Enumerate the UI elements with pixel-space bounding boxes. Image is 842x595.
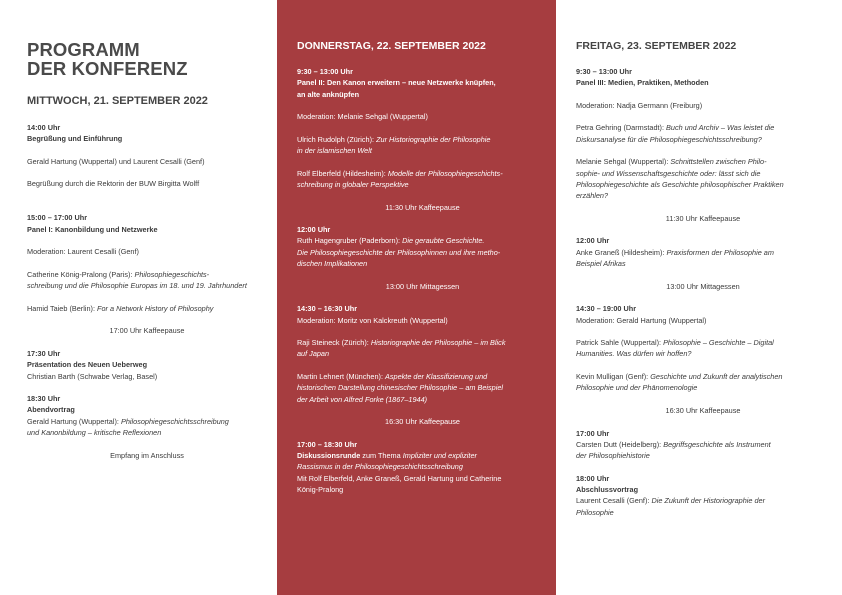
day-heading: MITTWOCH, 21. SEPTEMBER 2022 — [27, 95, 208, 107]
lunch-break: 13:00 Uhr Mittagessen — [385, 281, 460, 291]
reception: Empfang im Anschluss — [110, 450, 184, 460]
coffee-break: 11:30 Uhr Kaffeepause — [665, 213, 741, 223]
day-heading: DONNERSTAG, 22. SEPTEMBER 2022 — [297, 40, 486, 52]
lunch-break: 13:00 Uhr Mittagessen — [666, 281, 740, 291]
session-welcome: 14:00 Uhr Begrüßung und Einführung Gerald Hartung (Wuppertal) und Laurent Cesalli (Genf) Begrüßung durch die Rektorin der BUW Birgitta Wolff — [27, 123, 205, 189]
page-title: PROGRAMM DER KONFERENZ — [27, 39, 188, 79]
session-noon: 12:00 Uhr Ruth Hagengruber (Paderborn): Die geraubte Geschichte. Die Philosophiegeschichte der Philosophinnen und ihre metho- dischen Implikationen 13:00 Uhr Mittagessen — [297, 224, 548, 292]
session-noon: 12:00 Uhr Anke Graneß (Hildesheim): Praxisformen der Philosophie am Beispiel Afrikas 13:00 Uhr Mittagessen — [576, 235, 830, 291]
talk: Catherine König-Pralong (Paris): Philosophiegeschichts- — [27, 269, 210, 279]
session-presentation: 17:30 Uhr Präsentation des Neuen Ueberweg Christian Barth (Schwabe Verlag, Basel) — [27, 348, 158, 381]
coffee-break: 16:30 Uhr Kaffeepause — [385, 417, 460, 427]
session-afternoon: 14:30 – 19:00 Uhr Moderation: Gerald Hartung (Wuppertal) Patrick Sahle (Wuppertal): Philosophie – Geschichte – Digital Humanities. Was dürfen wir hoffen? Kevin Mulligan (Genf): Geschichte und Zukunft der analytischen Philosophie und der Phänomenologie 16:30 Uhr Kaffeepause — [576, 303, 830, 416]
session-evening-lecture: 18:30 Uhr Abendvortrag Gerald Hartung (Wuppertal): Philosophiegeschichtsschreibung und Kanonbildung – kritische Reflexionen Empfang im Anschluss — [27, 393, 267, 461]
session-panel-2: 9:30 – 13:00 Uhr Panel II: Den Kanon erweitern – neue Netzwerke knüpfen, an alte anknüpfen Moderation: Melanie Sehgal (Wuppertal) Ulrich Rudolph (Zürich): Zur Historiographie der Philosophie in der islamischen Welt Rolf Elberfeld (Hildesheim): Modelle der Philosophiegeschichts- schreibung in globaler Perspektive 11:30 Uhr Kaffeepause — [297, 66, 548, 213]
session-closing-lecture: 18:00 Uhr Abschlussvortrag Laurent Cesalli (Genf): Die Zukunft der Historiographie der Philosophie — [576, 473, 765, 517]
coffee-break: 11:30 Uhr Kaffeepause — [385, 202, 460, 212]
column-wednesday — [0, 0, 277, 595]
session-discussion: 17:00 – 18:30 Uhr Diskussionsrunde zum Thema Impliziter und expliziter Rassismus in der Philosophiegeschichtsschreibung Mit Rolf Elberfeld, Anke Graneß, Gerald Hartung und Catherine König-Pralong — [297, 439, 502, 494]
session-panel-1: 15:00 – 17:00 Uhr Panel I: Kanonbildung und Netzwerke Moderation: Laurent Cesalli (Genf) Catherine König-Pralong (Paris): Philosophiegeschichts- schreibung und die Philosophie Europas im 18. und 19. Jahrhundert Hamid Taieb (Berlin): For a Network History of Philosophy 17:00 Uhr Kaffeepause — [27, 212, 267, 336]
column-thursday — [277, 0, 556, 595]
session-afternoon: 14:30 – 16:30 Uhr Moderation: Moritz von Kalckreuth (Wuppertal) Raji Steineck (Zürich): Historiographie der Philosophie – im Blick auf Japan Martin Lehnert (München): Aspekte der Klassifizierung und historischen Darstellung chinesischer Philosophie – am Beispiel der Arbeit von Alfred Forke (1867–1944) 16:30 Uhr Kaffeepause — [297, 303, 548, 427]
coffee-break: 17:00 Uhr Kaffeepause — [109, 326, 185, 336]
session-evening: 17:00 Uhr Carsten Dutt (Heidelberg): Begriffsgeschichte als Instrument der Philosophiehistorie — [576, 428, 771, 461]
session-panel-3: 9:30 – 13:00 Uhr Panel III: Medien, Praktiken, Methoden Moderation: Nadja Germann (Freiburg) Petra Gehring (Darmstadt): Buch und Archiv – Was leistet die Diskursanalyse für die Philosophiegeschichtsschreibung? Melanie Sehgal (Wuppertal): Schnittstellen zwischen Philo- sophie- und Wissenschaftsgeschichte oder: lässt sich die Philosophiegeschichte als Geschichte philosophischer Praktiken erzählen? 11:30 Uhr Kaffeepause — [576, 66, 830, 224]
coffee-break: 16:30 Uhr Kaffeepause — [665, 405, 741, 415]
column-friday — [556, 0, 842, 595]
talk: Hamid Taieb (Berlin): For a Network History of Philosophy — [27, 303, 214, 313]
day-heading: FREITAG, 23. SEPTEMBER 2022 — [576, 40, 737, 52]
